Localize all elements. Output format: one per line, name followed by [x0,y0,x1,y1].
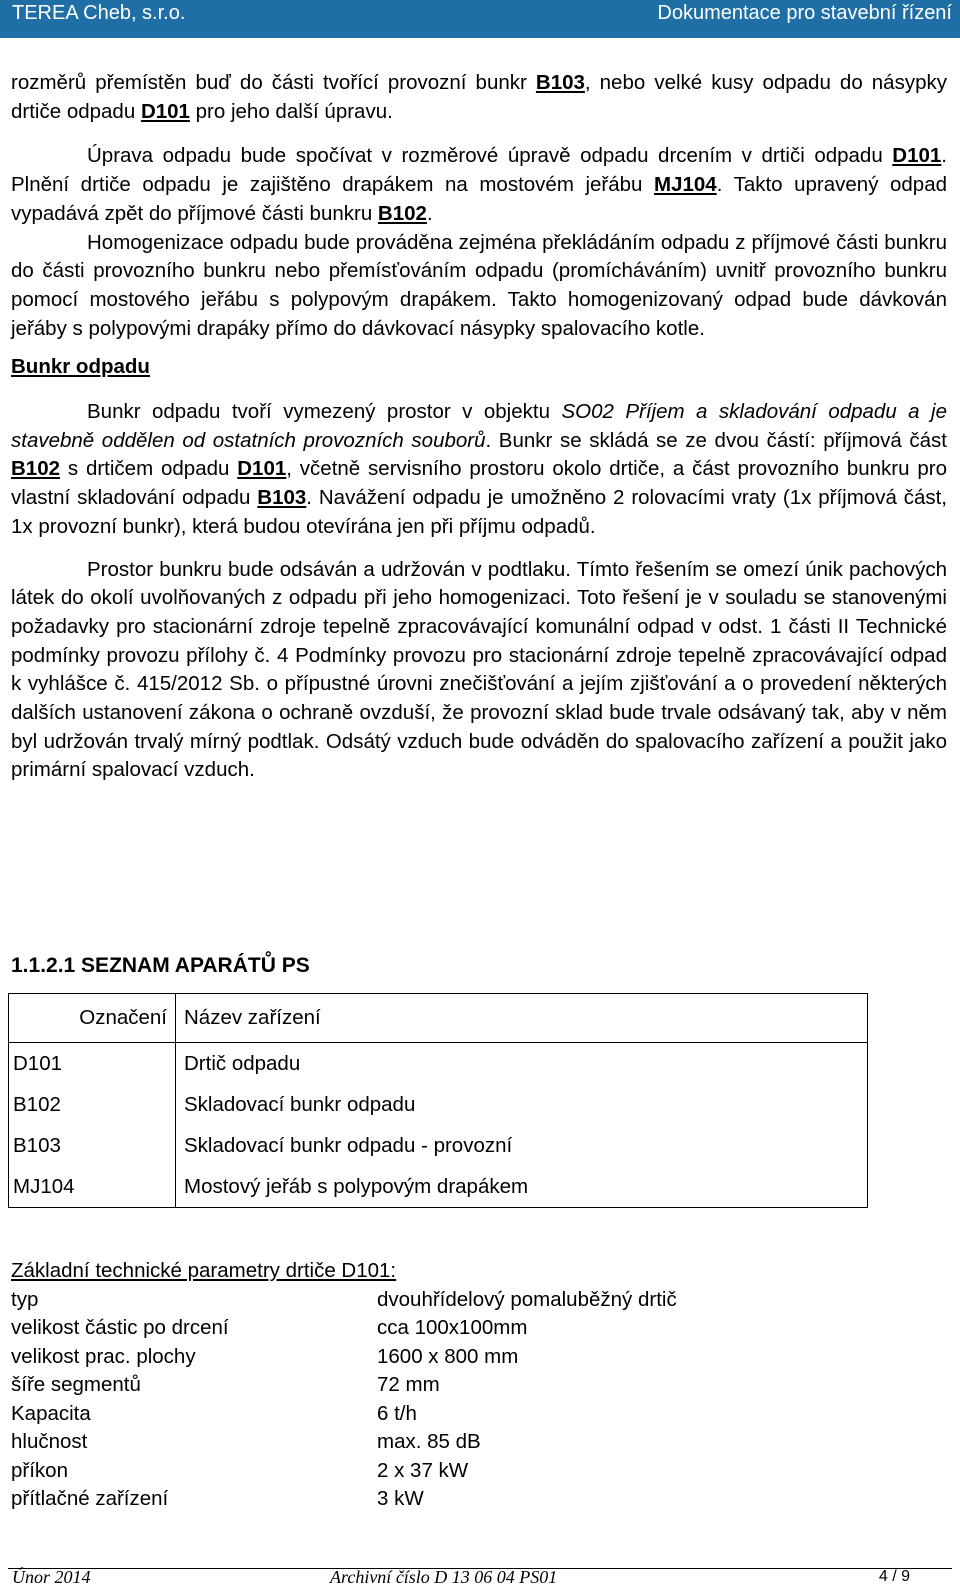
section-heading-bunkr: Bunkr odpadu [11,355,150,379]
parameter-value: max. 85 dB [377,1430,481,1453]
section-title: 1.1.2.1 SEZNAM APARÁTŮ PS [11,954,310,977]
table-row [9,1125,868,1166]
table-cell-code: B102 [9,1084,176,1125]
header-company: TEREA Cheb, s.r.o. [12,2,186,24]
parameter-row [11,1343,931,1372]
parameter-key: Kapacita [11,1401,91,1425]
table-row [9,1043,868,1085]
paragraph-5: Prostor bunkru bude odsáván a udržován v podtlaku. Tímto řešením se omezí únik pachových látek do okolí uvolňovaných z odpadu při jeho homogenizaci. Toto řešení je v souladu se stanovenými požadavky pro stacionární zdroje tepelně zpracovávající komunální odpad v odst. 1 části II Technické podmínky provozu přílohy č. 4 Podmínky provozu pro stacionární zdroje tepelně zpracovávající odpad k vyhlášce č. 415/2012 Sb. o přípustné úrovni znečišťování a jejím zjišťování a o provedení některých dalších ustanovení zákona o ochraně ovzduší, že provozní sklad bude trvale odsávaný tak, aby v něm byl udržován trvalý mírný podtlak. Odsátý vzduch bude odváděn do spalovacího zařízení a použit jako primární spalovací vzduch. [11,557,947,782]
parameter-row [11,1428,931,1457]
paragraph-2: Úprava odpadu bude spočívat v rozměrové úpravě odpadu drcením v drtiči odpadu D101. Plnění drtiče odpadu je zajištěno drapákem na mostovém jeřábu MJ104. Takto upravený odpad vypadává zpět do příjmové části bunkru B102. [11,144,948,225]
code-b102: B102 [11,457,61,481]
table-header-row [9,994,868,1043]
parameter-row [11,1457,931,1486]
parameter-key: hlučnost [11,1430,88,1453]
table-cell-name: Skladovací bunkr odpadu [176,1084,868,1125]
table-row [9,1084,868,1125]
parameter-value: 2 x 37 kW [377,1458,469,1482]
parameter-value: 1600 x 800 mm [377,1344,519,1368]
footer-archive-number: Archivní číslo D 13 06 04 PS01 [330,1567,558,1587]
footer-page-number: 4 / 9 [878,1568,910,1585]
table-header-cell: Název zařízení [176,994,868,1043]
table-cell-code: B103 [9,1125,176,1166]
parameter-row [11,1400,931,1429]
parameter-key: šíře segmentů [11,1373,141,1396]
parameter-value: 6 t/h [377,1401,417,1425]
table-cell-name: Drtič odpadu [176,1043,868,1085]
table-cell-name: Mostový jeřáb s polypovým drapákem [176,1166,868,1208]
header-doc-type: Dokumentace pro stavební řízení [657,2,952,24]
code-b103: B103 [257,486,307,510]
document-body [11,69,947,785]
parameter-key: velikost prac. plochy [11,1344,196,1368]
table-cell-code: D101 [9,1043,176,1085]
page-footer [0,1567,960,1587]
table-row [9,1166,868,1208]
table-header-cell: Označení [9,994,176,1043]
parameter-row [11,1485,931,1514]
equipment-table [8,993,868,1208]
paragraph-3: Homogenizace odpadu bude prováděna zejména překládáním odpadu z příjmové části bunkru do části provozního bunkru nebo přemísťováním odpadu (promícháváním) uvnitř provozního bunkru pomocí mostového jeřábu s polypovým drapákem. Takto homogenizovaný odpad bude dávkován jeřáby s polypovými drapáky přímo do dávkovací násypky spalovacího kotle. [11,230,947,340]
parameter-key: typ [11,1287,39,1311]
code-d101: D101 [140,99,190,123]
parameter-value: cca 100x100mm [377,1316,528,1339]
parameter-value: dvouhřídelový pomaluběžný drtič [377,1287,677,1311]
code-mj104: MJ104 [654,173,717,197]
parameter-key: přítlačné zařízení [11,1487,169,1510]
page-header [0,0,960,38]
table-cell-code: MJ104 [9,1166,176,1208]
code-d101: D101 [892,144,942,168]
parameter-value: 72 mm [377,1373,440,1396]
parameter-key: příkon [11,1458,68,1482]
footer-date: Únor 2014 [12,1567,91,1587]
parameter-row [11,1314,931,1343]
parameter-value: 3 kW [377,1487,424,1510]
paragraph-1: rozměrů přemístěn buď do části tvořící provozní bunkr B103, nebo velké kusy odpadu do násypky drtiče odpadu D101 pro jeho další úpravu. [11,71,947,123]
parameter-row [11,1371,931,1400]
parameter-row [11,1286,931,1315]
code-b102: B102 [377,201,427,225]
table-cell-name: Skladovací bunkr odpadu - provozní [176,1125,868,1166]
crusher-parameters [11,1257,931,1514]
parameters-title: Základní technické parametry drtiče D101: [11,1259,397,1282]
parameter-key: velikost částic po drcení [11,1316,229,1339]
paragraph-4: Bunkr odpadu tvoří vymezený prostor v objektu SO02 Příjem a skladování odpadu a je stavebně oddělen od ostatních provozních souborů. Bunkr se skládá se ze dvou částí: příjmová část B102 s drtičem odpadu D101, včetně servisního prostoru okolo drtiče, a část provozního bunkru pro vlastní skladování odpadu B103. Navážení odpadu je umožněno 2 rolovacími vraty (1x příjmová část, 1x provozní bunkr), která budou otevírána jen při příjmu odpadů. [11,400,948,538]
code-b103: B103 [535,71,585,94]
code-d101: D101 [237,457,287,481]
